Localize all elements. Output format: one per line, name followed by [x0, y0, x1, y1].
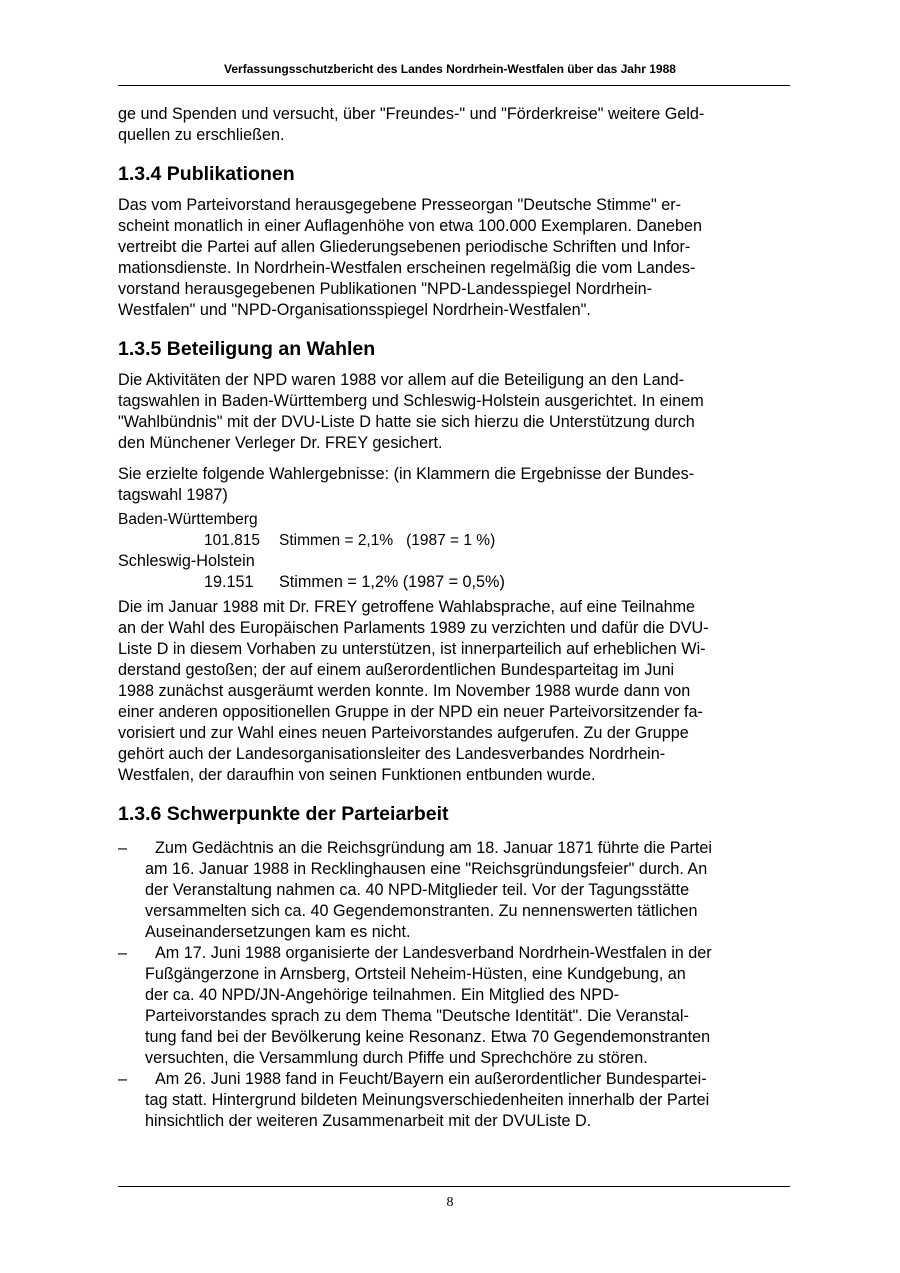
text-line: Zum Gedächtnis an die Reichsgründung am 18. Januar 1871 führte die Partei	[155, 839, 713, 857]
result-text: Stimmen = 1,2% (1987 = 0,5%)	[279, 573, 505, 591]
text-line: vorstand herausgegebenen Publikationen "NPD-Landesspiegel Nordrhein-	[118, 280, 652, 298]
text-line: tagswahlen in Baden-Württemberg und Schleswig-Holstein ausgerichtet. In einem	[118, 392, 704, 410]
text-line: Sie erzielte folgende Wahlergebnisse: (in Klammern die Ergebnisse der Bundes-	[118, 465, 695, 483]
text-line: Fußgängerzone in Arnsberg, Ortsteil Neheim-Hüsten, eine Kundgebung, an	[145, 965, 686, 983]
text-line: der ca. 40 NPD/JN-Angehörige teilnahmen. Ein Mitglied des NPD-	[145, 986, 620, 1004]
text-line: Die Aktivitäten der NPD waren 1988 vor allem auf die Beteiligung an den Land-	[118, 371, 685, 389]
result-text: Stimmen = 2,1% (1987 = 1 %)	[279, 532, 496, 549]
section-heading-schwerpunkte: 1.3.6 Schwerpunkte der Parteiarbeit	[118, 803, 449, 825]
text-line: versuchten, die Versammlung durch Pfiffe und Sprechchöre zu stören.	[145, 1049, 648, 1067]
text-line: der Veranstaltung nahmen ca. 40 NPD-Mitglieder teil. Vor der Tagungsstätte	[145, 881, 690, 899]
text-line: mationsdienste. In Nordrhein-Westfalen erscheinen regelmäßig die vom Landes-	[118, 259, 696, 277]
text-line: tung fand bei der Bevölkerung keine Resonanz. Etwa 70 Gegendemonstranten	[145, 1028, 711, 1046]
election-results	[118, 509, 793, 593]
header-rule	[118, 85, 790, 86]
text-line: Parteivorstandes sprach zu dem Thema "Deutsche Identität". Die Veranstal-	[145, 1007, 689, 1025]
text-line: gehört auch der Landesorganisationsleiter des Landesverbandes Nordrhein-	[118, 745, 666, 763]
list-item	[118, 943, 793, 1069]
dash-marker: –	[118, 839, 128, 857]
result-region: Baden-Württemberg	[118, 511, 258, 528]
dash-marker: –	[118, 1070, 128, 1088]
text-line: Auseinandersetzungen kam es nicht.	[145, 923, 411, 941]
text-line: tag statt. Hintergrund bildeten Meinungsverschiedenheiten innerhalb der Partei	[145, 1091, 710, 1109]
text-line: Am 17. Juni 1988 organisierte der Landesverband Nordrhein-Westfalen in der	[155, 944, 712, 962]
text-line: "Wahlbündnis" mit der DVU-Liste D hatte sie sich hierzu die Unterstützung durch	[118, 413, 695, 431]
intro-paragraph	[118, 104, 793, 146]
text-line: einer anderen oppositionellen Gruppe in der NPD ein neuer Parteivorsitzender fa-	[118, 703, 703, 721]
page-body	[118, 104, 793, 1132]
text-line: den Münchener Verleger Dr. FREY gesichert.	[118, 434, 443, 452]
text-line: Das vom Parteivorstand herausgegebene Presseorgan "Deutsche Stimme" er-	[118, 196, 682, 214]
text-line: derstand gestoßen; der auf einem außerordentlichen Bundesparteitag im Juni	[118, 661, 675, 679]
running-header: Verfassungsschutzbericht des Landes Nordrhein-Westfalen über das Jahr 1988	[224, 62, 676, 76]
footer-rule	[118, 1186, 790, 1187]
text-line: vorisiert und zur Wahl eines neuen Parteivorstandes aufgerufen. Zu der Gruppe	[118, 724, 689, 742]
text-line: Am 26. Juni 1988 fand in Feucht/Bayern ein außerordentlicher Bundespartei-	[155, 1070, 707, 1088]
result-votes: 19.151	[204, 573, 254, 591]
wahlen-paragraph-3	[118, 597, 793, 786]
text-line: vertreibt die Partei auf allen Gliederungsebenen periodische Schriften und Infor-	[118, 238, 691, 256]
text-line: 1988 zunächst ausgeräumt werden konnte. Im November 1988 wurde dann von	[118, 682, 691, 700]
text-line: am 16. Januar 1988 in Recklinghausen eine "Reichsgründungsfeier" durch. An	[145, 860, 708, 878]
text-line: Westfalen" und "NPD-Organisationsspiegel Nordrhein-Westfalen".	[118, 301, 591, 319]
text-line: ge und Spenden und versucht, über "Freundes-" und "Förderkreise" weitere Geld-	[118, 105, 705, 123]
list-item	[118, 838, 793, 943]
text-line: Die im Januar 1988 mit Dr. FREY getroffene Wahlabsprache, auf eine Teilnahme	[118, 598, 696, 616]
text-line: quellen zu erschließen.	[118, 126, 285, 144]
result-row	[118, 530, 793, 551]
section-heading-publikationen: 1.3.4 Publikationen	[118, 163, 295, 185]
result-votes: 101.815	[204, 532, 261, 549]
text-line: scheint monatlich in einer Auflagenhöhe von etwa 100.000 Exemplaren. Daneben	[118, 217, 703, 235]
text-line: Liste D in diesem Vorhaben zu unterstützen, ist innerparteilich auf erheblichen Wi-	[118, 640, 706, 658]
dash-marker: –	[118, 944, 128, 962]
section-heading-wahlen: 1.3.5 Beteiligung an Wahlen	[118, 338, 376, 360]
text-line: Westfalen, der daraufhin von seinen Funktionen entbunden wurde.	[118, 766, 596, 784]
text-line: an der Wahl des Europäischen Parlaments 1989 zu verzichten und dafür die DVU-	[118, 619, 709, 637]
publikationen-paragraph	[118, 195, 793, 321]
result-region: Schleswig-Holstein	[118, 552, 255, 570]
text-line: versammelten sich ca. 40 Gegendemonstranten. Zu nennenswerten tätlichen	[145, 902, 698, 920]
text-line: tagswahl 1987)	[118, 486, 228, 504]
result-row	[118, 572, 793, 593]
list-item	[118, 1069, 793, 1132]
page-number: 8	[446, 1195, 454, 1210]
text-line: hinsichtlich der weiteren Zusammenarbeit mit der DVUListe D.	[145, 1112, 592, 1130]
bullet-list	[118, 838, 793, 1132]
wahlen-paragraph-1	[118, 370, 793, 454]
wahlen-paragraph-2	[118, 464, 793, 506]
